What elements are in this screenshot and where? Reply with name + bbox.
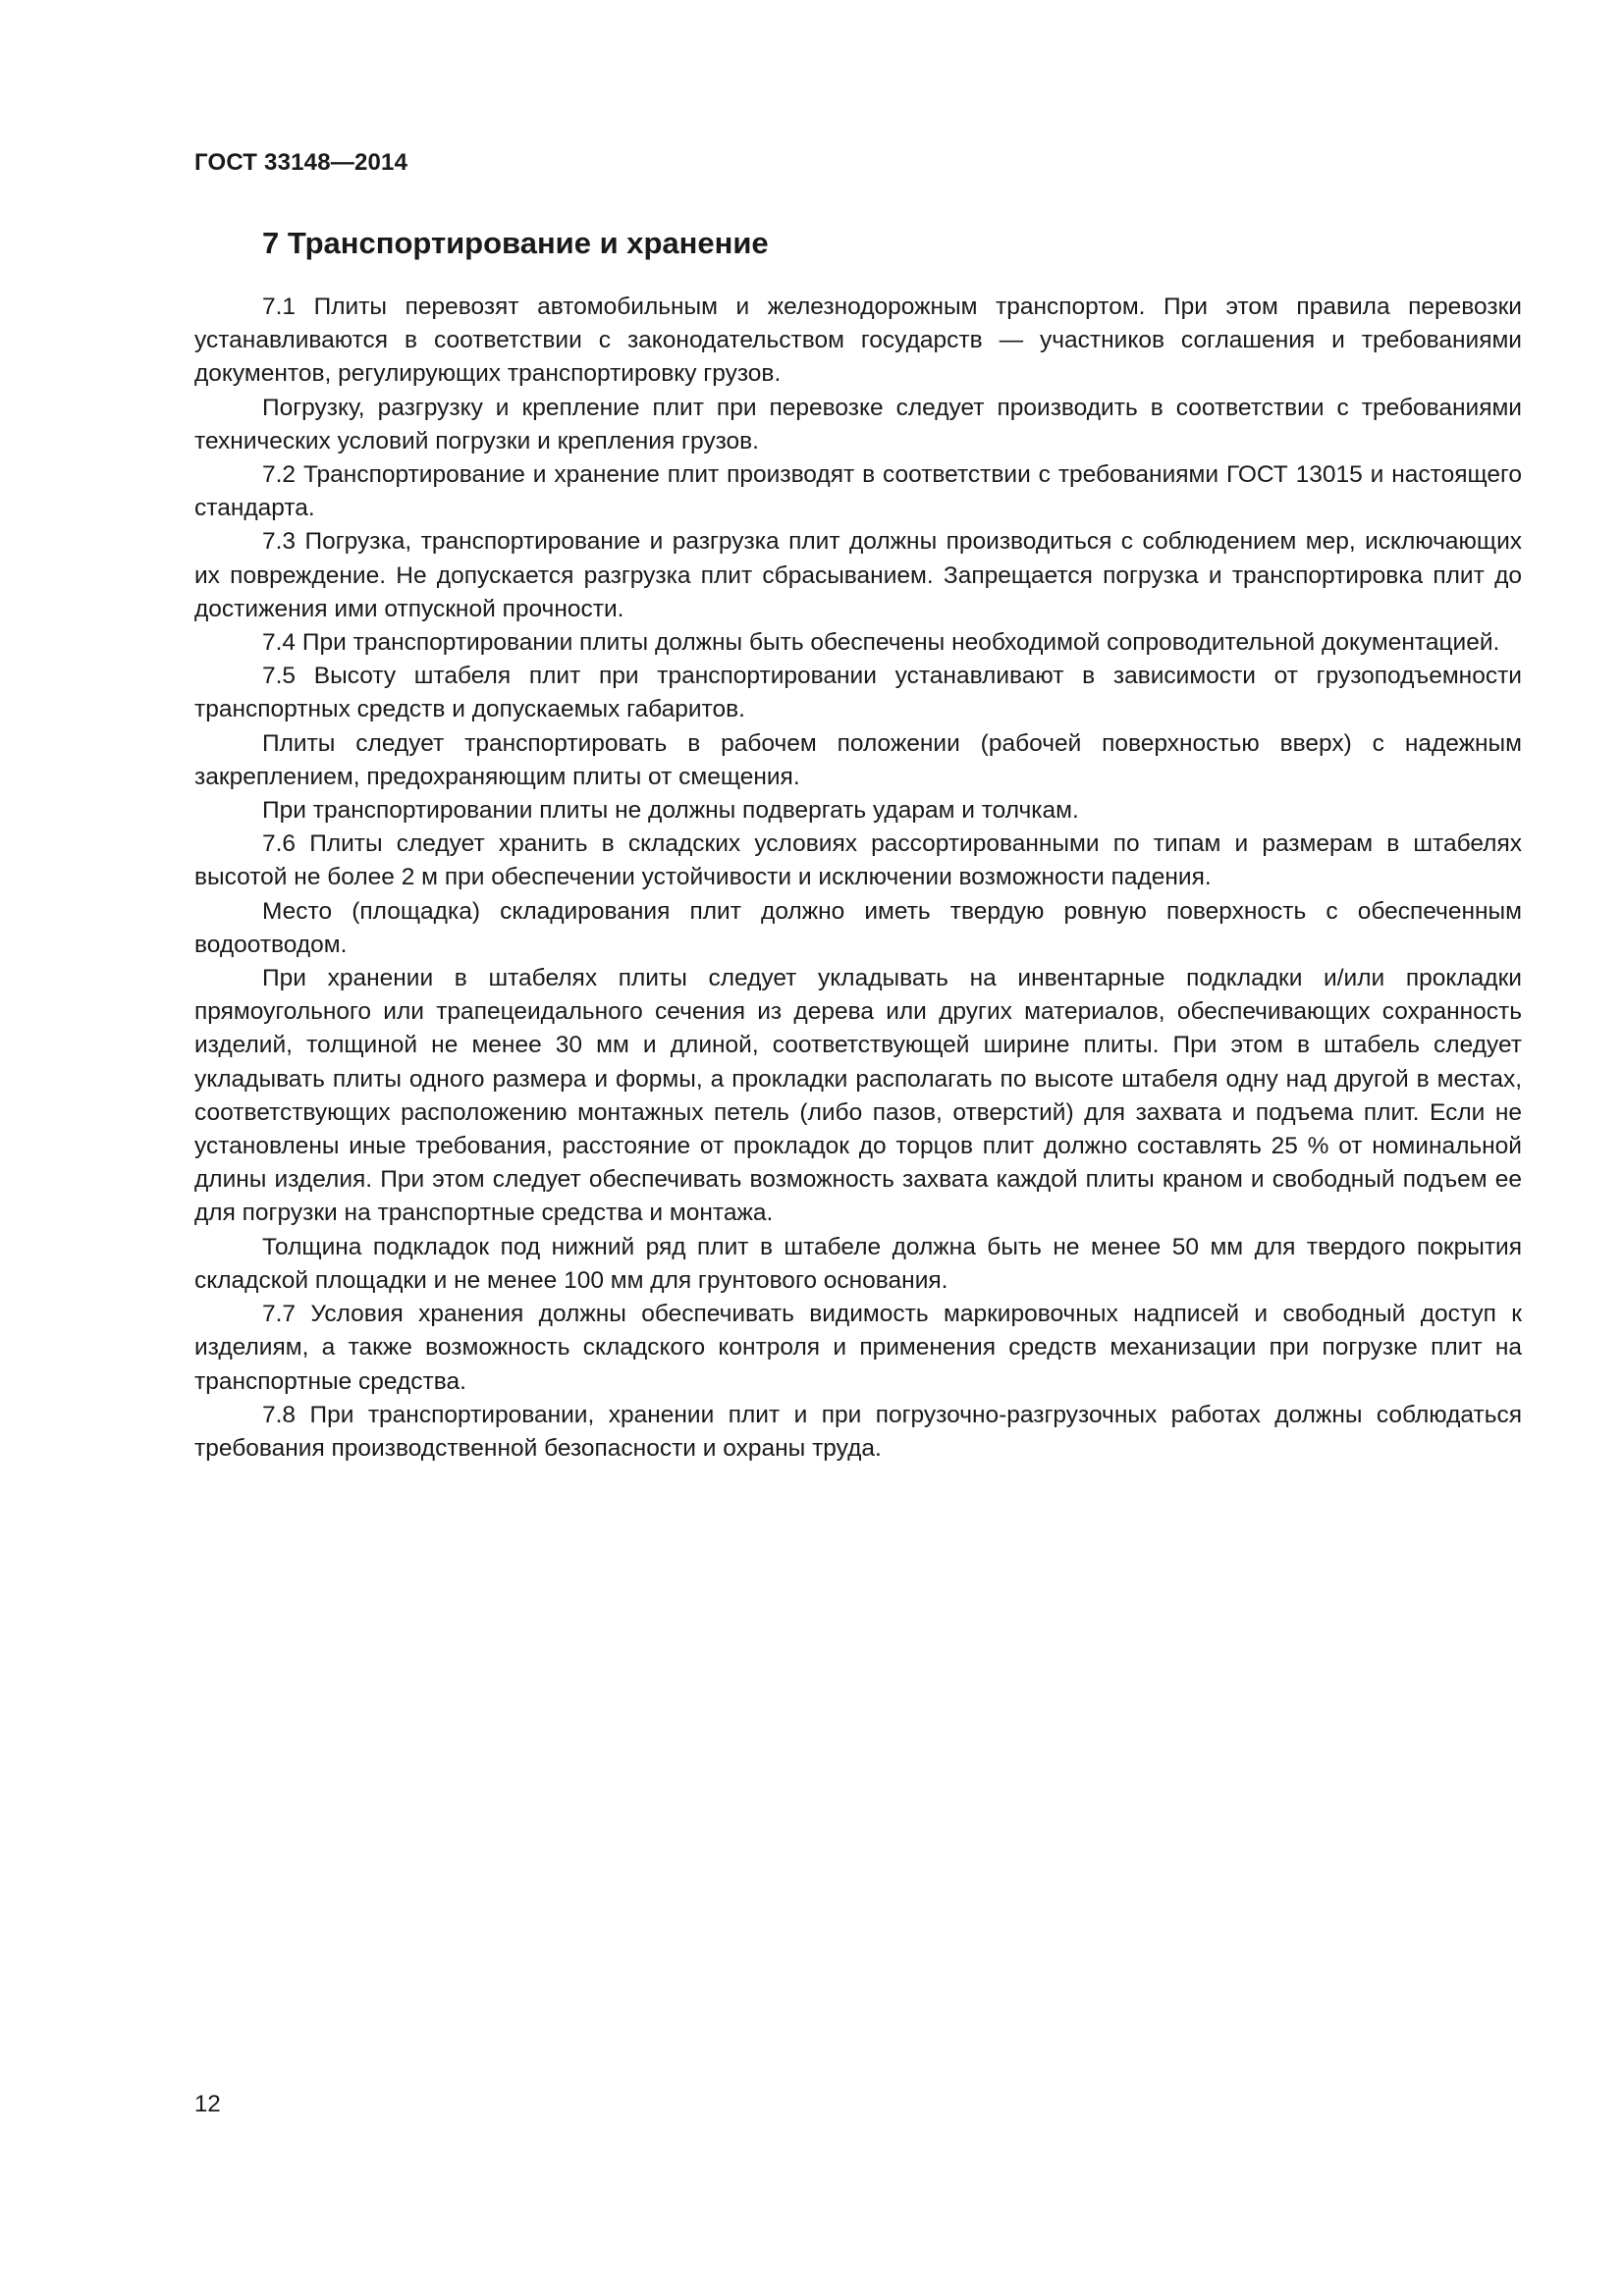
- paragraph-7-1: 7.1 Плиты перевозят автомобильным и железнодорожным транспортом. При этом правила перевозки устанавливаются в соответствии с законодательством государств — участников соглашения и требованиями документов, регулирующих транспортировку грузов.: [194, 294, 1522, 388]
- paragraph-7-5: 7.5 Высоту штабеля плит при транспортировании устанавливают в зависимости от грузоподъемности транспортных средств и допускаемых габаритов.: [194, 663, 1522, 723]
- document-header: ГОСТ 33148—2014: [194, 149, 408, 176]
- paragraph-7-8: 7.8 При транспортировании, хранении плит и при погрузочно-разгрузочных работах должны соблюдаться требования производственной безопасности и охраны труда.: [194, 1401, 1522, 1462]
- paragraph-storage-site: Место (площадка) складирования плит должно иметь твердую ровную поверхность с обеспеченным водоотводом.: [194, 897, 1522, 958]
- paragraph-impacts: При транспортировании плиты не должны подвергать ударам и толчкам.: [262, 797, 1079, 825]
- paragraph-7-2: 7.2 Транспортирование и хранение плит производят в соответствии с требованиями ГОСТ 13015 и настоящего стандарта.: [194, 461, 1522, 522]
- section-title: 7 Транспортирование и хранение: [262, 226, 769, 260]
- page-number: 12: [194, 2091, 221, 2117]
- paragraph-pad-thickness: Толщина подкладок под нижний ряд плит в штабеле должна быть не менее 50 мм для твердого покрытия складской площадки и не менее 100 мм для грунтового основания.: [194, 1233, 1522, 1294]
- paragraph-7-7: 7.7 Условия хранения должны обеспечивать видимость маркировочных надписей и свободный доступ к изделиям, а также возможность складского контроля и применения средств механизации при погрузке плит на транспортные средства.: [194, 1301, 1522, 1395]
- section-body: [194, 291, 1522, 1466]
- paragraph-loading: Погрузку, разгрузку и крепление плит при перевозке следует производить в соответствии с требованиями технических условий погрузки и крепления грузов.: [194, 394, 1522, 454]
- paragraph-7-4: 7.4 При транспортировании плиты должны быть обеспечены необходимой сопроводительной документацией.: [262, 629, 1500, 657]
- paragraph-working-position: Плиты следует транспортировать в рабочем положении (рабочей поверхностью вверх) с надежным закреплением, предохраняющим плиты от смещения.: [194, 729, 1522, 790]
- paragraph-7-3: 7.3 Погрузка, транспортирование и разгрузка плит должны производиться с соблюдением мер, исключающих их повреждение. Не допускается разгрузка плит сбрасыванием. Запрещается погрузка и транспортировка плит до достижения ими отпускной прочности.: [194, 528, 1522, 622]
- paragraph-7-6: 7.6 Плиты следует хранить в складских условиях рассортированными по типам и размерам в штабелях высотой не более 2 м при обеспечении устойчивости и исключении возможности падения.: [194, 830, 1522, 891]
- paragraph-stacking: При хранении в штабелях плиты следует укладывать на инвентарные подкладки и/или прокладки прямоугольного или трапецеидального сечения из дерева или других материалов, обеспечивающих сохранность изделий, толщиной не менее 30 мм и длиной, соответствующей ширине плиты. При этом в штабель следует укладывать плиты одного размера и формы, а прокладки располагать по высоте штабеля одну над другой в местах, соответствующих расположению монтажных петель (либо пазов, отверстий) для захвата и подъема плит. Если не установлены иные требования, расстояние от прокладок до торцов плит должно составлять 25 % от номинальной длины изделия. При этом следует обеспечивать возможность захвата каждой плиты краном и свободный подъем ее для погрузки на транспортные средства и монтажа.: [194, 965, 1522, 1227]
